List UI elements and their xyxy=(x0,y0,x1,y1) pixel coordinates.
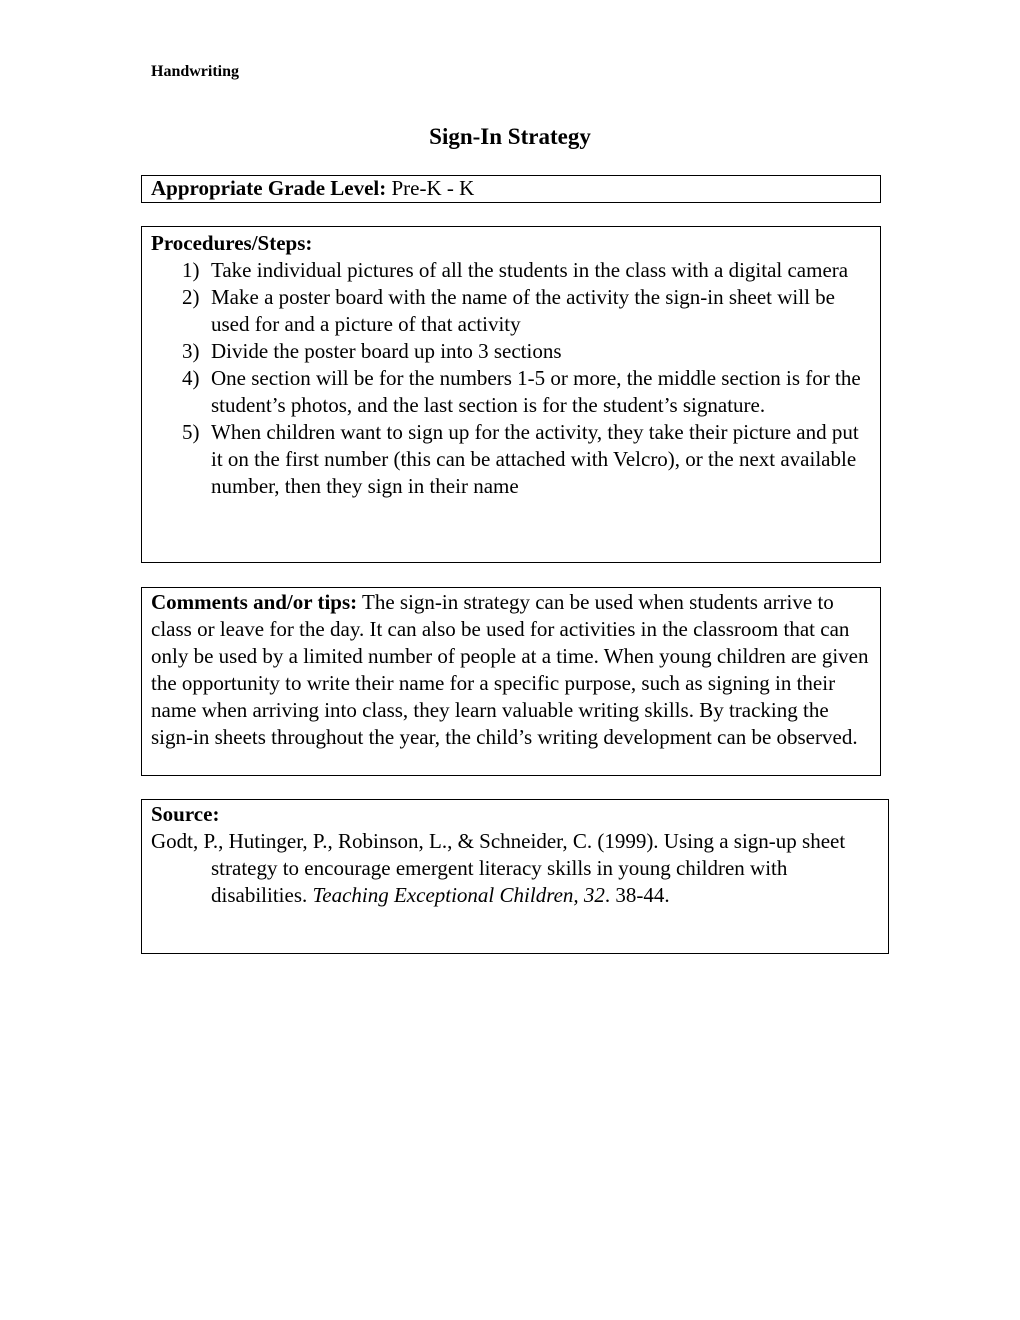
citation-journal: Teaching Exceptional Children, 32 xyxy=(312,883,605,907)
comments-text: The sign-in strategy can be used when students arrive to class or leave for the day. It can also be used for activities in the classroom that can only be used by a limited number of people at a time. When young children are given the opportunity to write their name for a specific purpose, such as signing in their name when arriving into class, they learn valuable writing skills. By tracking the sign-in sheets throughout the year, the child’s writing development can be observed. xyxy=(151,590,869,749)
citation-pages: . 38-44. xyxy=(604,883,670,907)
step-text: Make a poster board with the name of the activity the sign-in sheet will be used for and a picture of that activity xyxy=(211,285,835,336)
procedures-label: Procedures/Steps: xyxy=(151,231,313,255)
header-label: Handwriting xyxy=(151,63,240,80)
citation-authors-title: Godt, P., Hutinger, P., Robinson, L., & Schneider, C. (1999). Using a sign-up sheet strategy to encourage emergent literacy skills in young children with disabilities. xyxy=(151,829,846,907)
source-citation xyxy=(151,828,880,909)
procedure-step xyxy=(151,365,872,419)
step-number: 3) xyxy=(182,339,200,363)
comments-label: Comments and/or tips: xyxy=(151,590,358,614)
procedure-step xyxy=(151,284,872,338)
grade-level-box xyxy=(141,175,881,203)
step-number: 5) xyxy=(182,420,200,444)
procedure-step xyxy=(151,419,872,500)
procedures-box xyxy=(141,226,881,563)
step-number: 4) xyxy=(182,366,200,390)
grade-level-value: Pre-K - K xyxy=(386,176,475,200)
source-label: Source: xyxy=(151,802,220,826)
step-text: When children want to sign up for the activity, they take their picture and put it on the first number (this can be attached with Velcro), or the next available number, then they sign in their name xyxy=(211,420,859,498)
step-number: 2) xyxy=(182,285,200,309)
source-box xyxy=(141,799,889,954)
procedures-list xyxy=(151,257,872,500)
step-text: Divide the poster board up into 3 sections xyxy=(211,339,562,363)
step-number: 1) xyxy=(182,258,200,282)
procedure-step xyxy=(151,257,872,284)
step-text: Take individual pictures of all the students in the class with a digital camera xyxy=(211,258,849,282)
step-text: One section will be for the numbers 1-5 or more, the middle section is for the student’s photos, and the last section is for the student’s signature. xyxy=(211,366,861,417)
grade-level-label: Appropriate Grade Level: xyxy=(151,176,387,200)
comments-box xyxy=(141,587,881,776)
page-title: Sign-In Strategy xyxy=(429,124,591,149)
procedure-step xyxy=(151,338,872,365)
